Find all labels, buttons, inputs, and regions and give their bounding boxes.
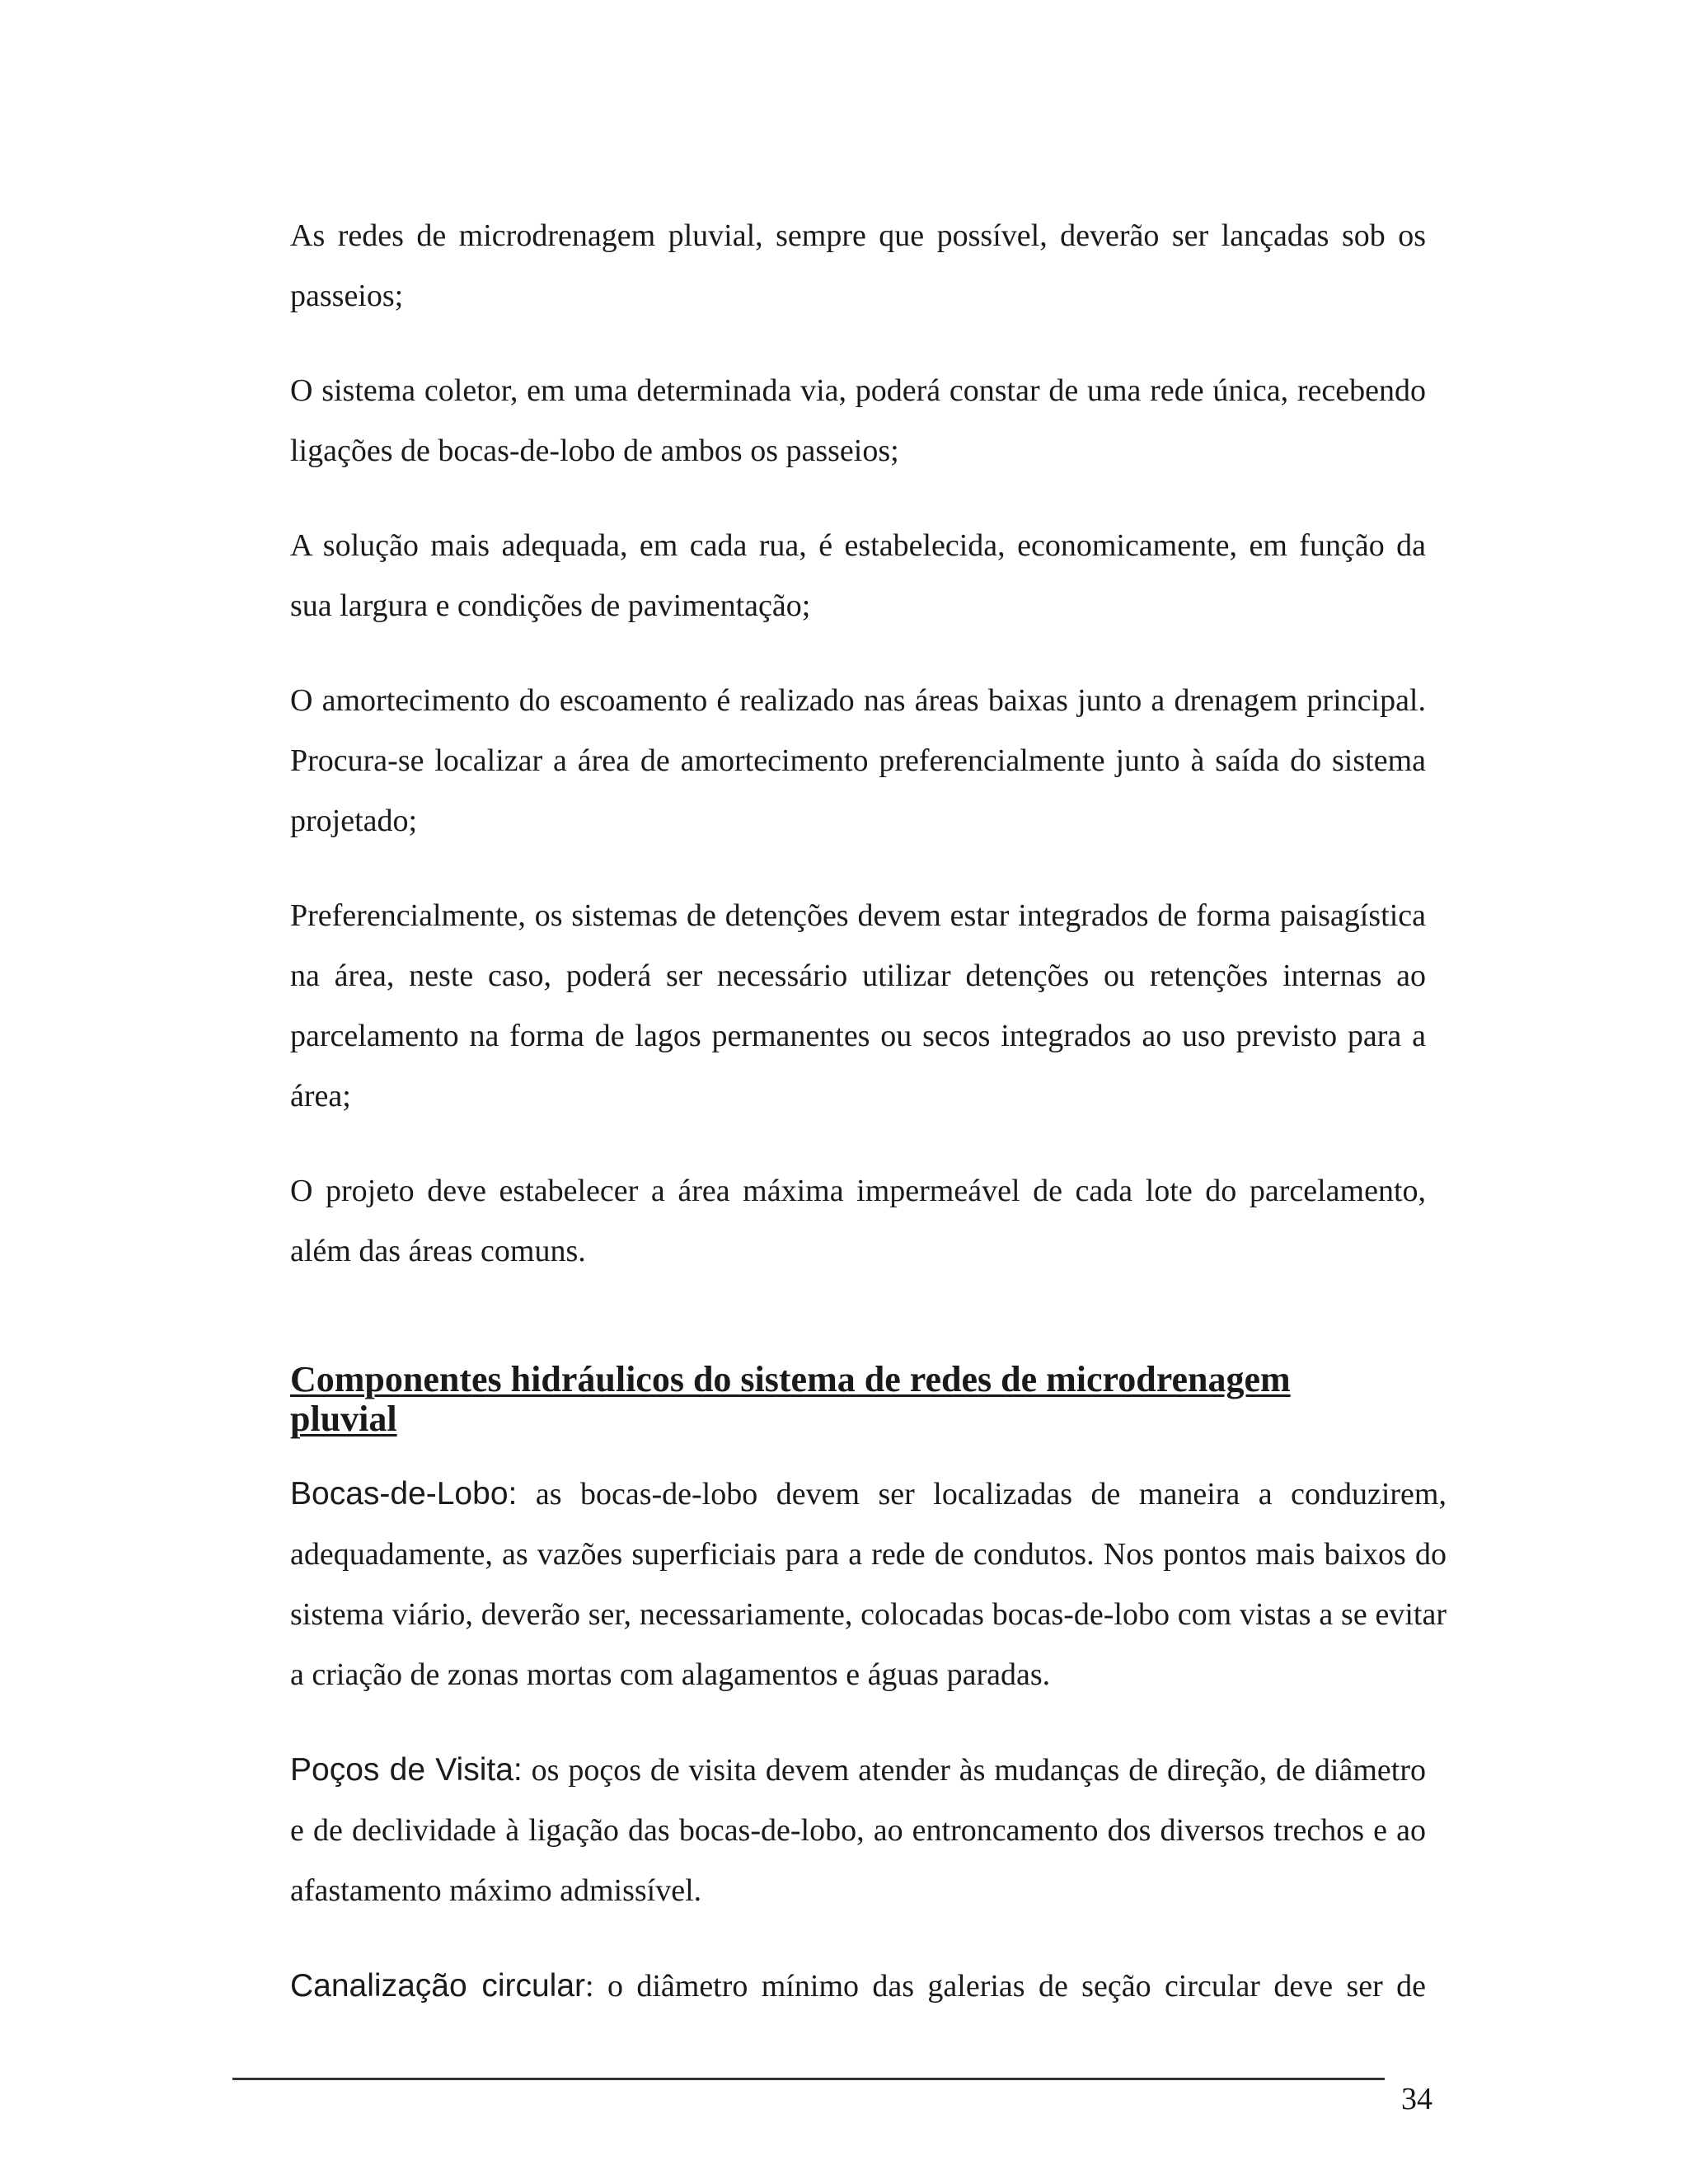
paragraph-detencoes: Preferencialmente, os sistemas de detenções devem estar integrados de forma paisagística na área, neste caso, poderá ser necessário utilizar detenções ou retenções internas ao parcelamento na forma de lagos permanentes ou secos integrados ao uso previsto para a área; [290, 898, 1426, 1113]
paragraph-area-impermeavel: O projeto deve estabelecer a área máxima impermeável de cada lote do parcelamento, além das áreas comuns. [290, 1174, 1426, 1268]
document-page [290, 206, 1447, 2051]
text-pocos-de-visita: os poços de visita devem atender às mudanças de direção, de diâmetro e de declividade à ligação das bocas-de-lobo, ao entroncamento dos diversos trechos e ao afastamento máximo admissível. [290, 1753, 1426, 1908]
paragraph-solucao-adequada: A solução mais adequada, em cada rua, é estabelecida, economicamente, em função da sua largura e condições de pavimentação; [290, 528, 1426, 623]
item-bocas-de-lobo [290, 1464, 1447, 1705]
paragraph-amortecimento: O amortecimento do escoamento é realizado nas áreas baixas junto a drenagem principal. Procura-se localizar a área de amortecimento preferencialmente junto à saída do sistema projetado; [290, 683, 1426, 838]
item-canalizacao-circular [290, 1956, 1426, 2017]
section-heading: Componentes hidráulicos do sistema de redes de microdrenagem pluvial [290, 1359, 1291, 1439]
paragraph-sistema-coletor: O sistema coletor, em uma determinada via, poderá constar de uma rede única, recebendo ligações de bocas-de-lobo de ambos os passeios; [290, 373, 1426, 468]
page-number: 34 [1401, 2082, 1432, 2116]
term-canalizacao-circular: Canalização circular [290, 1968, 586, 2004]
text-bocas-de-lobo: as bocas-de-lobo devem ser localizadas de maneira a conduzirem, adequadamente, as vazões superficiais para a rede de condutos. Nos pontos mais baixos do sistema viário, deverão ser, necessariamente, colocadas bocas-de-lobo com vistas a se evitar a criação de zonas mortas com alagamentos e águas paradas. [290, 1477, 1447, 1692]
text-canalizacao-circular: : o diâmetro mínimo das galerias de seção circular deve ser de [585, 1969, 1426, 2004]
item-pocos-de-visita [290, 1740, 1426, 1921]
paragraph-passeios: As redes de microdrenagem pluvial, sempre que possível, deverão ser lançadas sob os passeios; [290, 218, 1426, 313]
footer-divider [232, 2078, 1385, 2080]
term-bocas-de-lobo: Bocas-de-Lobo: [290, 1476, 518, 1511]
term-pocos-de-visita: Poços de Visita: [290, 1752, 523, 1788]
